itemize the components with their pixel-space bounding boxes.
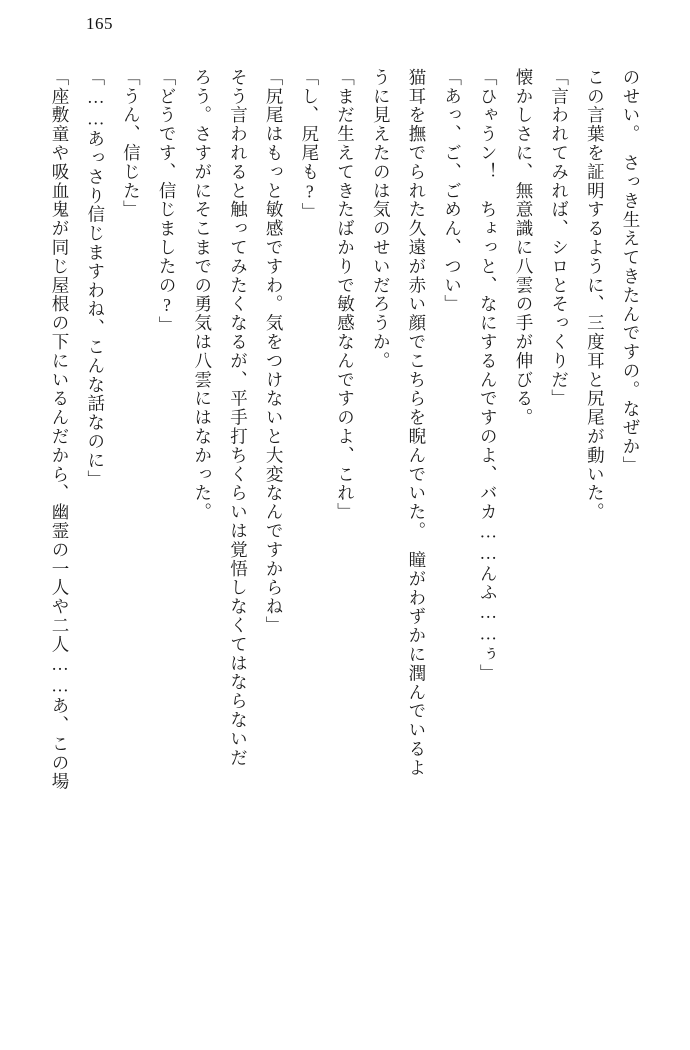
text-line: 「あっ、ご、ごめん、つい」 <box>442 68 463 314</box>
text-line: この言葉を証明するように、三度耳と尻尾が動いた。 <box>585 68 606 522</box>
text-line: 「まだ生えてきたばかりで敏感なんですのよ、これ」 <box>335 68 356 522</box>
text-line: 「……あっさり信じますわね、こんな話なのに」 <box>85 68 106 489</box>
page-text-body <box>48 68 648 1033</box>
page-number: 165 <box>86 14 113 33</box>
text-line: のせい。 さっき生えてきたんですの。なぜか」 <box>621 68 641 476</box>
text-line: 「うん、信じた」 <box>121 68 142 220</box>
text-line: そう言われると触ってみたくなるが、平手打ちくらいは覚悟しなくてはならないだ <box>228 68 249 768</box>
text-line: ろう。さすがにそこまでの勇気は八雲にはなかった。 <box>192 68 213 522</box>
text-line: 「座敷童や吸血鬼が同じ屋根の下にいるんだから、幽霊の一人や二人……あ、この場 <box>50 68 70 792</box>
text-line: うに見えたのは気のせいだろうか。 <box>371 68 392 371</box>
text-line: 「どうです、信じましたの?」 <box>157 68 178 336</box>
text-line: 「し、尻尾も?」 <box>299 68 320 222</box>
text-line: 猫耳を撫でられた久遠が赤い顔でこちらを睨んでいた。 瞳がわずかに潤んでいるよ <box>406 68 427 778</box>
text-line: 懐かしさに、無意識に八雲の手が伸びる。 <box>513 68 534 428</box>
text-line: 「尻尾はもっと敏感ですわ。気をつけないと大変なんですからね」 <box>264 68 285 635</box>
text-line: 「言われてみれば、シロとそっくりだ」 <box>549 68 570 409</box>
text-line: 「ひゃうン！ ちょっと、なにするんですのよ、バカ……んふ……ぅ」 <box>478 68 499 683</box>
